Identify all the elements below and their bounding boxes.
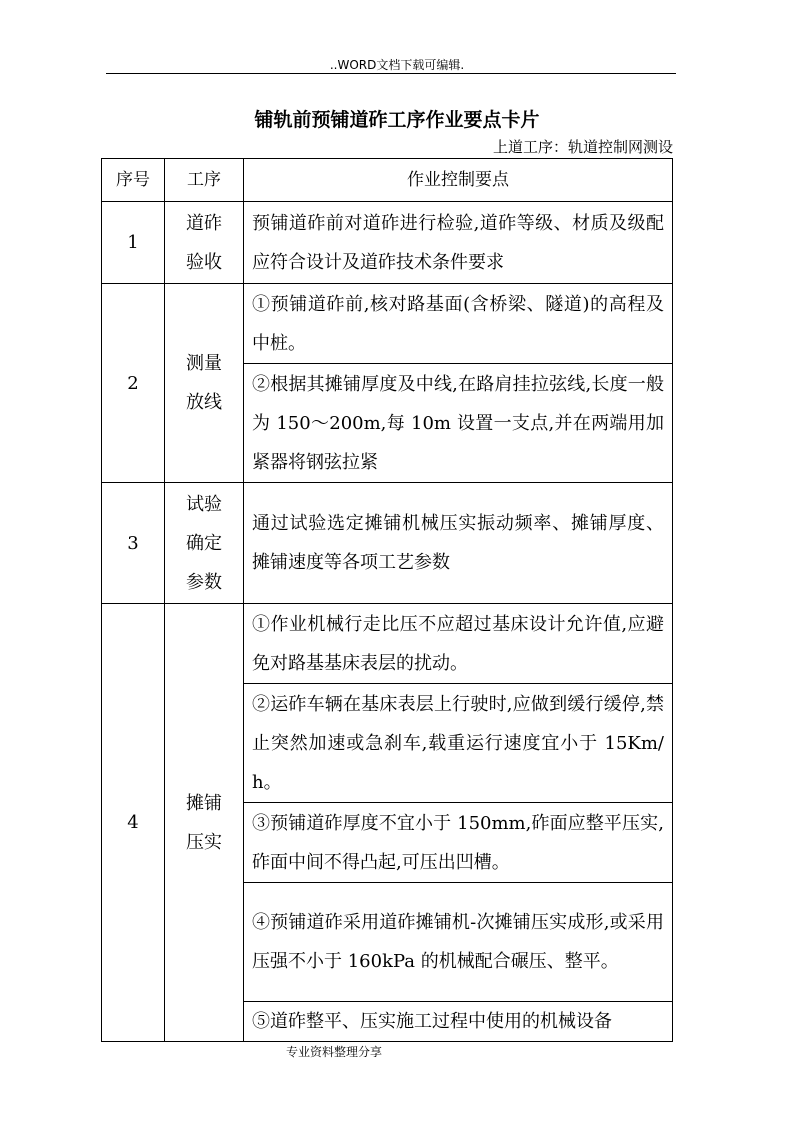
table-row	[102, 202, 673, 284]
control-point: ③预铺道砟厚度不宜小于 150mm,砟面应整平压实,砟面中间不得凸起,可压出凹槽。	[244, 803, 673, 883]
process-label: 摊铺压实	[186, 792, 222, 853]
control-point: ①作业机械行走比压不应超过基床设计允许值,应避免对路基基床表层的扰动。	[244, 604, 673, 684]
row-number: 4	[102, 604, 165, 1042]
process-label: 测量放线	[186, 353, 222, 413]
table-row	[102, 604, 673, 684]
row-process	[165, 483, 244, 604]
control-point: ④预铺道砟采用道砟摊铺机-次摊铺压实成形,或采用压强不小于 160kPa 的机械配合碾压、整平。	[244, 883, 673, 1002]
process-label: 道砟验收	[186, 212, 222, 273]
header-control-points: 作业控制要点	[244, 159, 673, 202]
row-number: 3	[102, 483, 165, 604]
document-title: 铺轨前预铺道砟工序作业要点卡片	[254, 109, 540, 131]
row-process	[165, 202, 244, 284]
control-point: ②根据其摊铺厚度及中线,在路肩挂拉弦线,长度一般为 150～200m,每 10m 设置一支点,并在两端用加紧器将钢弦拉紧	[244, 364, 673, 483]
row-process	[165, 604, 244, 1042]
row-process	[165, 284, 244, 483]
table-header-row	[102, 159, 673, 202]
control-point: ①预铺道砟前,核对路基面(含桥梁、隧道)的高程及中桩。	[244, 284, 673, 364]
row-number: 2	[102, 284, 165, 483]
control-point: ⑤道砟整平、压实施工过程中使用的机械设备	[244, 1002, 673, 1042]
table-row	[102, 483, 673, 604]
control-point: 通过试验选定摊铺机械压实振动频率、摊铺厚度、摊铺速度等各项工艺参数	[244, 483, 673, 604]
control-point: ②运砟车辆在基床表层上行驶时,应做到缓行缓停,禁止突然加速或急刹车,载重运行速度宜小于 15Km/ h。	[244, 684, 673, 803]
header-rule	[106, 73, 676, 74]
process-card-table	[101, 158, 673, 1042]
control-point: 预铺道砟前对道砟进行检验,道砟等级、材质及级配应符合设计及道砟技术条件要求	[244, 202, 673, 284]
table-row	[102, 284, 673, 364]
page-footer-text: 专业资料整理分享	[286, 1045, 383, 1059]
process-label: 试验确定参数	[186, 493, 222, 593]
header-no: 序号	[102, 159, 165, 202]
page-header-text: ..WORD文档下载可编辑.	[329, 58, 465, 72]
row-number: 1	[102, 202, 165, 284]
header-process: 工序	[165, 159, 244, 202]
previous-process-note: 上道工序：轨道控制网测设	[492, 138, 673, 156]
